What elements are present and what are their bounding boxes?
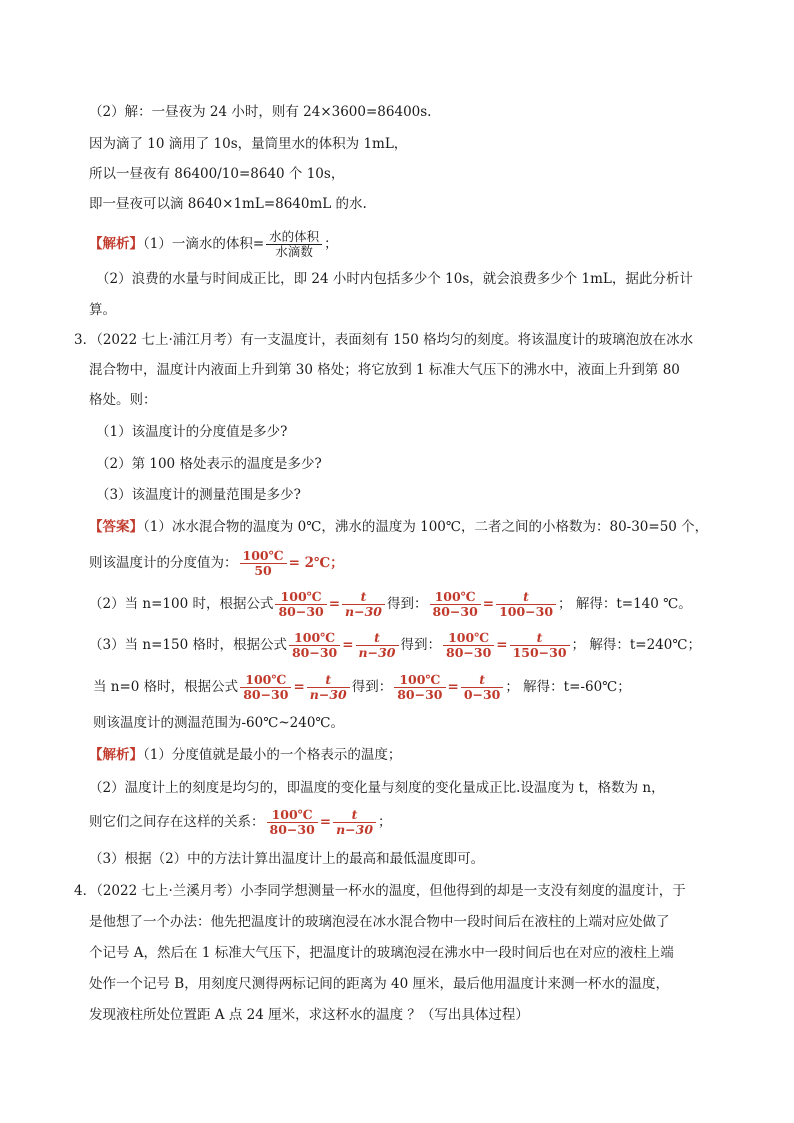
q3-answer-2 <box>89 586 692 622</box>
q4-line4: 处作一个记号 B，用刻度尺测得两标记间的距离为 40 厘米，最后他用温度计来测一杯水的温度， <box>89 976 669 992</box>
frac-num: 100℃ <box>242 548 284 563</box>
frac-num: t <box>374 630 380 645</box>
fraction-sub-left <box>394 673 445 702</box>
p2-analysis-2b: 算。 <box>89 302 116 318</box>
answer-result: = 2℃； <box>288 555 344 571</box>
q3-answer-1b <box>89 545 344 581</box>
fraction-sub-right <box>510 631 570 660</box>
fraction-sub-right <box>461 673 504 702</box>
frac-num: t <box>325 672 332 687</box>
p2-line2: 因为滴了 10 滴用了 10s，量筒里水的体积为 1mL， <box>89 136 408 152</box>
answer-text: ； 解得：t=-60℃； <box>505 679 631 695</box>
p2-analysis-2: （2）浪费的水量与时间成正比，即 24 小时内包括多少个 10s，就会浪费多少个 1mL，据此分析计 <box>96 271 693 287</box>
frac-num: t <box>351 807 358 822</box>
frac-den: 0−30 <box>461 687 504 702</box>
p2-analysis-1 <box>89 228 338 260</box>
q4-line3: 个记号 A，然后在 1 标准大气压下，把温度计的玻璃泡浸在沸水中一段时间后也在对应的液柱上端 <box>89 945 674 961</box>
fraction-formula-left <box>275 590 326 619</box>
answer-text: 得到： <box>400 637 441 653</box>
equals-sign: = <box>328 596 341 612</box>
answer-text: ； 解得：t=140 ℃。 <box>558 596 692 612</box>
q3-sub1: （1）该温度计的分度值是多少? <box>96 424 288 440</box>
answer-text: ； 解得：t=240℃； <box>571 637 701 653</box>
frac-num: t <box>360 589 367 604</box>
frac-num: 水的体积 <box>269 229 320 244</box>
frac-num: 100℃ <box>294 630 336 645</box>
frac-num: 100℃ <box>434 589 476 604</box>
q3-answer-3 <box>89 627 701 663</box>
answer-text: （1）冰水混合物的温度为 0℃，沸水的温度为 100℃，二者之间的小格数为：80-30=50 个， <box>143 519 709 535</box>
frac-num: t <box>536 630 543 645</box>
q3-sub3: （3）该温度计的测量范围是多少? <box>96 487 301 503</box>
frac-num: t <box>523 589 529 604</box>
frac-den: 80−30 <box>430 604 481 619</box>
fraction-formula-left <box>289 631 340 660</box>
q4-line2: 是他想了一个办法：他先把温度计的玻璃泡浸在冰水混合物中一段时间后在液柱的上端对应处做了 <box>89 914 670 930</box>
fraction-sub-left <box>443 631 494 660</box>
q3-line3: 格处。则： <box>89 392 157 408</box>
fraction-100-over-50 <box>240 549 287 578</box>
fraction-relation-left <box>267 808 318 837</box>
equals-sign: = <box>496 637 508 653</box>
frac-den: n−30 <box>307 687 350 702</box>
analysis-tag: 【解析】 <box>89 236 143 252</box>
p2-line3: 所以一昼夜有 86400/10=8640 个 10s， <box>89 166 345 182</box>
q3-line1: 3．（2022 七上·浦江月考）有一支温度计，表面刻有 150 格均匀的刻度。将该温度计的玻璃泡放在冰水 <box>74 332 694 348</box>
equals-sign: = <box>319 814 332 830</box>
analysis-text: （1）一滴水的体积= <box>143 236 265 252</box>
frac-den: 80−30 <box>394 687 445 702</box>
q3-analysis-3: （3）根据（2）中的方法计算出温度计上的最高和最低温度即可。 <box>89 851 485 867</box>
frac-den: 80−30 <box>289 645 340 660</box>
fraction-volume-over-drops <box>266 230 322 259</box>
frac-den: 100−30 <box>496 604 556 619</box>
fraction-sub-left <box>430 590 481 619</box>
answer-text: （3）当 n=150 格时，根据公式 <box>89 637 287 653</box>
analysis-punct: ； <box>378 814 392 830</box>
answer-tag: 【答案】 <box>89 519 143 535</box>
fraction-relation-right <box>333 808 376 837</box>
fraction-formula-left <box>240 673 291 702</box>
frac-den: 80−30 <box>240 687 291 702</box>
equals-sign: = <box>293 679 305 695</box>
answer-text: 得到： <box>351 679 393 695</box>
frac-den: 80−30 <box>275 604 326 619</box>
analysis-tag: 【解析】 <box>89 747 143 763</box>
q3-analysis-1 <box>89 745 401 765</box>
analysis-text: （1）分度值就是最小的一个格表示的温度； <box>143 747 402 763</box>
q3-line2: 混合物中，温度计内液面上升到第 30 格处；将它放到 1 标准大气压下的沸水中，液面上升到第 80 <box>89 362 680 378</box>
q3-answer-1 <box>89 517 708 537</box>
equals-sign: = <box>482 596 495 612</box>
frac-den: 50 <box>240 563 287 578</box>
answer-text: 则该温度计的分度值为： <box>89 555 238 571</box>
equals-sign: = <box>342 637 354 653</box>
q3-answer-5: 则该温度计的测温范围为-60℃~240℃。 <box>93 715 345 731</box>
frac-num: 100℃ <box>399 672 441 687</box>
frac-den: n−30 <box>356 645 399 660</box>
equals-sign: = <box>447 679 459 695</box>
answer-text: （2）当 n=100 时，根据公式 <box>89 596 274 612</box>
p2-line4: 即一昼夜可以滴 8640×1mL=8640mL 的水. <box>89 196 367 212</box>
frac-den: 水滴数 <box>266 244 322 259</box>
fraction-sub-right <box>496 590 556 619</box>
q3-answer-4 <box>93 669 631 705</box>
frac-den: n−30 <box>342 604 385 619</box>
q3-sub2: （2）第 100 格处表示的温度是多少? <box>96 456 322 472</box>
fraction-formula-right <box>342 590 385 619</box>
answer-text: 得到： <box>387 596 428 612</box>
frac-den: 80−30 <box>443 645 494 660</box>
frac-num: 100℃ <box>448 630 490 645</box>
q4-line1: 4．（2022 七上·兰溪月考）小李同学想测量一杯水的温度，但他得到的却是一支没有刻度的温度计，于 <box>74 883 686 899</box>
analysis-text: 则它们之间存在这样的关系： <box>89 814 265 830</box>
frac-den: n−30 <box>333 822 376 837</box>
fraction-formula-right <box>307 673 350 702</box>
frac-num: 100℃ <box>271 807 313 822</box>
analysis-punct: ； <box>324 236 338 252</box>
frac-den: 80−30 <box>267 822 318 837</box>
frac-num: t <box>479 672 485 687</box>
q3-analysis-2b <box>89 804 392 840</box>
frac-den: 150−30 <box>510 645 570 660</box>
q4-line5: 发现液柱所处位置距 A 点 24 厘米，求这杯水的温度 ？（写出具体过程） <box>89 1007 529 1023</box>
frac-num: 100℃ <box>245 672 287 687</box>
p2-line1: （2）解：一昼夜为 24 小时，则有 24×3600=86400s. <box>89 104 432 120</box>
frac-num: 100℃ <box>280 589 322 604</box>
fraction-formula-right <box>356 631 399 660</box>
q3-analysis-2: （2）温度计上的刻度是均匀的，即温度的变化量与刻度的变化量成正比.设温度为 t，格数为 n， <box>89 780 665 796</box>
answer-text: 当 n=0 格时，根据公式 <box>93 679 239 695</box>
